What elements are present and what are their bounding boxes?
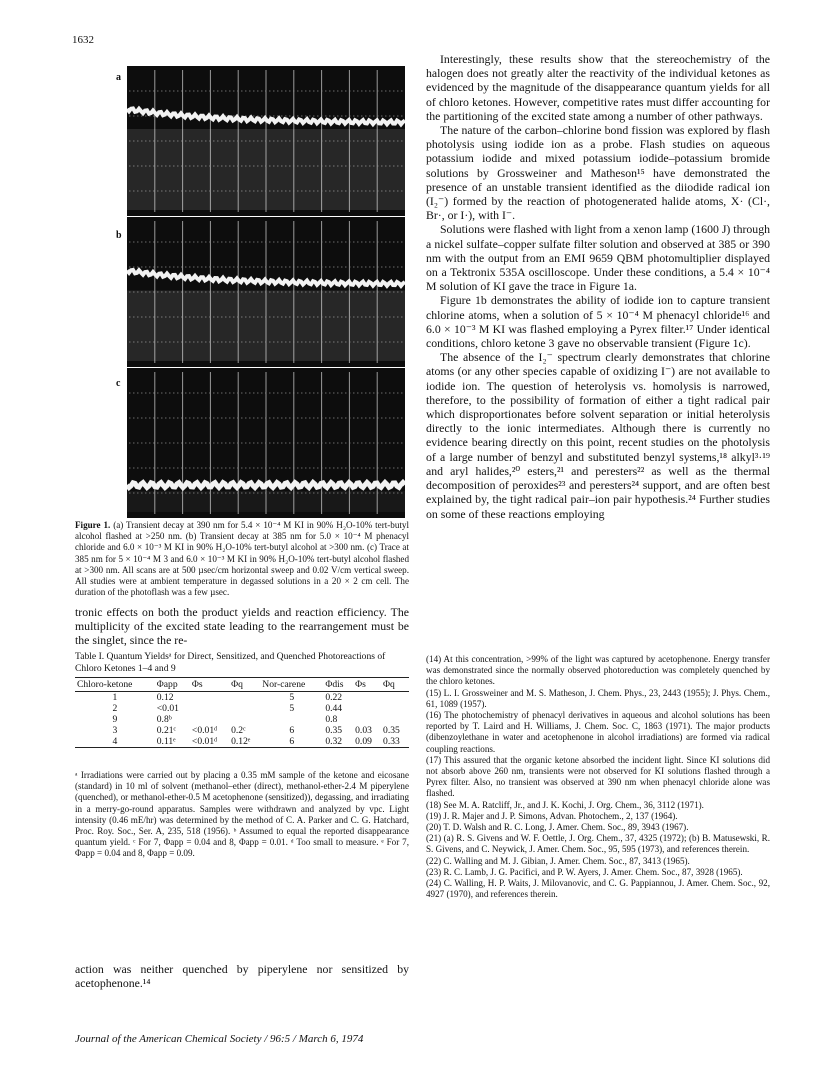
table-cell	[190, 692, 229, 704]
table-header: Φq	[383, 679, 395, 690]
panel-label-c: c	[116, 378, 121, 389]
reference: (18) See M. A. Ratcliff, Jr., and J. K. Kochi, J. Org. Chem., 36, 3112 (1971).	[426, 799, 704, 810]
table-header: Φs	[191, 679, 203, 690]
table-cell: 0.12	[156, 692, 174, 703]
figure-caption	[75, 520, 409, 598]
table-header: Φdis	[325, 679, 344, 690]
table-cell: 4	[112, 736, 118, 747]
reference: (14) At this concentration, >99% of the light was captured by acetophenone. Energy transfer was demonstrated since the normally observed photoreduction was completely quenched by the chloro ketones.	[426, 654, 770, 687]
paragraph: Solutions were flashed with light from a xenon lamp (1600 J) through a nickel sulfate–copper sulfate filter solution and observed at 385 or 390 nm with the output from an EMI 9659 QBM photomultiplier displayed on a Tektronix 535A oscilloscope. Under these conditions, a 5.4 × 10⁻⁴ M solution of KI gave the trace in Figure 1a.	[426, 222, 770, 294]
table-cell: 2	[112, 703, 118, 714]
table-row	[75, 725, 409, 736]
table-cell: 0.11ᵉ	[156, 736, 176, 747]
table-header: Φapp	[156, 679, 178, 690]
table-1	[75, 651, 409, 748]
table-cell	[381, 703, 409, 714]
table-header: Chloro-ketone	[77, 679, 133, 690]
reference: (20) T. D. Walsh and R. C. Long, J. Amer. Chem. Soc., 89, 3943 (1967).	[426, 822, 689, 833]
table-cell	[381, 714, 409, 725]
paragraph: The nature of the carbon–chlorine bond fission was explored by flash photolysis using iodide ion as a probe. Flash studies on aqueous potassium iodide and mixed potassium iodide–potassium bromide solutions by Grossweiner and Matheson¹⁵ have demonstrated the presence of an unstable transient identified as the diiodide radical ion (I₂⁻) formed by the reaction of photogenerated halide atoms, X· (Cl·, Br·, or I·), with I⁻.	[426, 123, 770, 223]
table-cell: 0.21ᶜ	[156, 725, 176, 736]
table-cell: 0.8	[325, 714, 338, 725]
table-cell: 0.35	[325, 725, 343, 736]
table-cell	[353, 714, 381, 725]
panel-label-b: b	[116, 230, 122, 241]
panel-label-a: a	[116, 72, 121, 83]
table-cell	[353, 692, 381, 704]
table-cell	[353, 703, 381, 714]
table-header-row	[75, 678, 409, 692]
reference: (22) C. Walling and M. J. Gibian, J. Amer. Chem. Soc., 87, 3413 (1965).	[426, 855, 690, 866]
table-cell	[229, 703, 260, 714]
table-cell: 0.33	[383, 736, 400, 747]
table-cell	[229, 692, 260, 704]
table-cell: 0.12ᵉ	[231, 736, 251, 747]
table-cell: 0.03	[355, 725, 372, 736]
table-row	[75, 703, 409, 714]
table-header: Φs	[355, 679, 366, 690]
table-header: Nor-carene	[262, 679, 306, 690]
reference: (24) C. Walling, H. P. Waits, J. Milovanovic, and C. G. Pappiannou, J. Amer. Chem. Soc., 92, 4927 (1970), and references therein.	[426, 878, 770, 900]
paragraph: Figure 1b demonstrates the ability of iodide ion to capture transient chlorine atoms, when a solution of 5 × 10⁻⁴ M phenacyl chloride¹⁶ and 6.0 × 10⁻³ M KI was flashed employing a Pyrex filter.¹⁷ Under identical conditions, chloro ketone 3 gave no observable transient (Figure 1c).	[426, 293, 770, 351]
table-row	[75, 692, 409, 704]
reference: (15) L. I. Grossweiner and M. S. Matheson, J. Chem. Phys., 23, 2443 (1955); J. Phys. Chem., 61, 1089 (1957).	[426, 687, 770, 709]
journal-footer: Journal of the American Chemical Society / 96:5 / March 6, 1974	[75, 1033, 364, 1045]
page-number: 1632	[72, 34, 94, 46]
table-cell: 0.44	[325, 703, 343, 714]
figure-caption-label: Figure 1.	[75, 520, 111, 530]
table-footnote: ᵃ Irradiations were carried out by placing a 0.35 mM sample of the ketone and eicosane (standard) in 10 ml of solvent (methanol–ether (direct), methanol-ether-2.4 M piperylene (quenched), or methanol-ether-0.5 M acetophenone (sensitized)), degassing, and irradiating in a merry-go-round apparatus. Samples were withdrawn and analyzed by vpc. Light intensity (0.46 mE/hr) was determined by the method of C. A. Parker and C. G. Hatchard, Proc. Roy. Soc., Ser. A, 235, 518 (1956). ᵇ Assumed to equal the reported disappearance quantum yield. ᶜ For 7, Φapp = 0.04 and 8, Φapp = 0.01. ᵈ Too small to measure. ᵉ For 7, Φapp = 0.04 and 8, Φapp = 0.09.	[75, 770, 409, 859]
table-cell: <0.01	[156, 703, 179, 714]
paragraph: The absence of the I₂⁻ spectrum clearly demonstrates that chlorine atoms (or any other species capable of oxidizing I⁻) are not available to iodide ion. The question of heterolysis vs. homolysis is narrowed, therefore, to the possibility of formation of either a tight radical pair which disproportionates before solvent separation or initial heterolysis directly to the ionic intermediates. Although there is currently no evidence bearing directly on this point, recent studies on the photolysis of a large number of benzyl and substituted benzyl systems,¹⁸ alkyl³·¹⁹ and aryl halides,²⁰ esters,²¹ and peresters²² as well as the thermal decomposition of peroxides²³ and peresters²⁴ support, and are often best explained by, the tight radical pair–ion pair hypothesis.²⁴ Further studies on some of these reactions employing	[426, 350, 770, 521]
trace-band	[127, 491, 405, 512]
figure-caption-text: (a) Transient decay at 390 nm for 5.4 × 10⁻⁴ M KI in 90% H₂O-10% tert-butyl alcohol flashed at >250 nm. (b) Transient decay at 385 nm for 5.0 × 10⁻⁴ M phenacyl chloride and 6.0 × 10⁻³ M KI in 90% H₂O-10% tert-butyl alcohol at >300 nm. (c) Trace at 385 nm for 5 × 10⁻⁴ M 3 and 6.0 × 10⁻³ M KI in 90% H₂O-10% tert-butyl alcohol flashed at >300 nm. All scans are at 500 µsec/cm horizontal sweep and 0.02 V/cm vertical sweep. All studies were at ambient temperature in degassed solutions in a 20 × 2 cm cell. The duration of the photoflash was a few µsec.	[75, 520, 409, 598]
reference: (16) The photochemistry of phenacyl derivatives in aqueous and alcohol solutions has been reported by T. Laird and H. Williams, J. Chem. Soc. C, 1863 (1971). The major products (dibenzoylethane in water and acetophenone in alcohol irradiations) are formed via radical coupling reactions.	[426, 710, 770, 754]
references	[426, 654, 770, 900]
reference: (21) (a) R. S. Givens and W. F. Oettle, J. Org. Chem., 37, 4325 (1972); (b) B. Matusewski, R. S. Givens, and C. Neywick, J. Amer. Chem. Soc., 95, 595 (1973), and references therein.	[426, 833, 770, 855]
paragraph: Interestingly, these results show that the stereochemistry of the halogen does not greatly alter the reactivity of the individual ketones as evidenced by the magnitude of the disappearance quantum yields for all of chloro ketones. However, competitive rates must differ accounting for the partitioning of the excited state among a number of other pathways.	[426, 52, 770, 123]
table-cell: <0.01ᵈ	[191, 725, 218, 736]
trace-band	[127, 291, 405, 362]
table-cell	[190, 714, 229, 725]
table-cell: 6	[289, 725, 295, 736]
table-cell	[229, 714, 260, 725]
table-cell: 6	[289, 736, 295, 747]
left-continuation-text: tronic effects on both the product yields and reaction efficiency. The multiplicity of the excited state leading to the rearrangement must be the singlet, since the re-	[75, 605, 409, 648]
table-cell	[190, 703, 229, 714]
table-cell: 0.2ᶜ	[231, 725, 246, 736]
table-cell: 0.8ᵇ	[156, 714, 172, 725]
table-cell: 0.32	[325, 736, 343, 747]
table-title: Table I. Quantum Yieldsᵃ for Direct, Sensitized, and Quenched Photoreactions of Chloro Ketones 1–4 and 9	[75, 651, 386, 674]
left-end-text: action was neither quenched by piperylene nor sensitized by acetophenone.¹⁴	[75, 962, 409, 991]
table-row	[75, 736, 409, 748]
table-cell: 5	[289, 692, 295, 703]
table-cell: 9	[112, 714, 118, 725]
trace-line	[127, 483, 405, 488]
quantum-yield-table	[75, 677, 409, 748]
trace-band	[127, 129, 405, 210]
table-cell: 0.09	[355, 736, 372, 747]
oscilloscope-figure	[127, 66, 405, 518]
table-cell	[381, 692, 409, 704]
table-cell: 5	[289, 703, 295, 714]
reference: (19) J. R. Majer and J. P. Simons, Advan. Photochem., 2, 137 (1964).	[426, 810, 678, 821]
table-cell: 1	[112, 692, 118, 703]
reference: (23) R. C. Lamb, J. G. Pacifici, and P. W. Ayers, J. Amer. Chem. Soc., 87, 3928 (1965).	[426, 866, 743, 877]
table-cell: 3	[112, 725, 118, 736]
table-cell: <0.01ᵈ	[191, 736, 218, 747]
table-cell: 0.22	[325, 692, 343, 703]
table-cell: 0.35	[383, 725, 400, 736]
table-cell	[260, 714, 323, 725]
reference: (17) This assured that the organic ketone absorbed the incident light. Since KI solutions did not absorb above 260 nm, transients were not observed for KI solutions flashed through a Pyrex filter. Also, no transient was observed at 390 nm when phenacyl chloride alone was flashed.	[426, 754, 770, 799]
table-header: Φq	[231, 679, 243, 690]
right-column	[426, 52, 770, 521]
table-row	[75, 714, 409, 725]
